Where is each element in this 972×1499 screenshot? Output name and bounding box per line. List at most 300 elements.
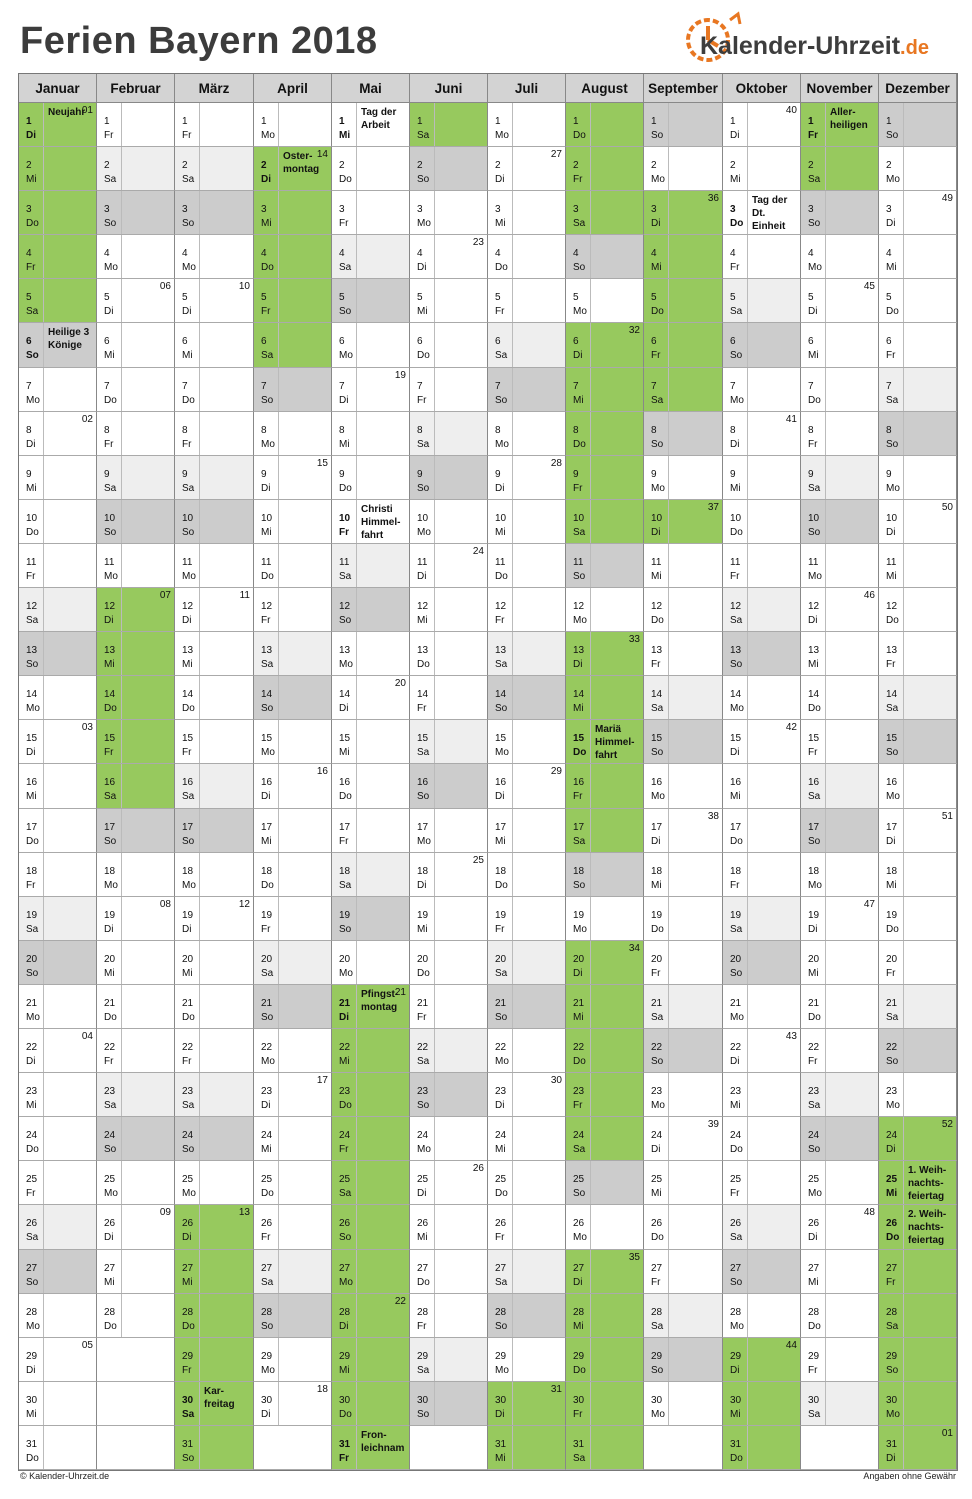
- day-label: [332, 235, 357, 278]
- day-label: [332, 1250, 357, 1293]
- weekday-abbr: So: [339, 306, 352, 317]
- day-cell: [801, 764, 879, 809]
- day-label: [175, 764, 200, 808]
- day-number: 14: [886, 689, 898, 700]
- day-cell: [566, 1161, 644, 1205]
- day-number: 14: [417, 689, 429, 700]
- day-note-area: [826, 764, 878, 808]
- day-number: 12: [417, 601, 429, 612]
- day-label: [254, 1294, 279, 1337]
- day-label: [644, 764, 669, 808]
- day-cell: [254, 323, 332, 368]
- day-number: 14: [495, 689, 507, 700]
- day-label: [879, 544, 904, 587]
- weekday-abbr: Sa: [495, 659, 508, 670]
- weekday-abbr: Sa: [573, 527, 586, 538]
- day-label: [566, 632, 591, 675]
- day-note-area: [44, 1205, 96, 1249]
- day-note-area: [591, 368, 643, 411]
- day-label: [488, 632, 513, 675]
- day-cell: [97, 1294, 175, 1338]
- day-cell: [332, 1338, 410, 1382]
- day-cell: [254, 1250, 332, 1294]
- day-note-area: [826, 985, 878, 1028]
- weekday-abbr: Fr: [261, 1232, 271, 1243]
- day-label: [879, 1073, 904, 1116]
- weekday-abbr: Fr: [26, 571, 36, 582]
- day-cell: [410, 544, 488, 588]
- day-label: [410, 279, 435, 322]
- day-cell: [175, 632, 254, 676]
- day-cell: [723, 941, 801, 985]
- day-cell: [801, 1338, 879, 1382]
- day-number: 21: [417, 998, 429, 1009]
- weekday-abbr: So: [261, 1012, 274, 1023]
- day-label: [644, 500, 669, 543]
- weekday-abbr: Sa: [182, 791, 195, 802]
- month-header: März: [175, 74, 254, 103]
- day-number: 21: [495, 998, 507, 1009]
- weekday-abbr: Fr: [182, 439, 192, 450]
- day-note-area: [357, 191, 409, 234]
- day-note-area: [200, 941, 253, 984]
- day-label: [566, 235, 591, 278]
- weekday-abbr: Mi: [495, 1144, 506, 1155]
- day-number: 15: [26, 733, 38, 744]
- week-number: 03: [81, 722, 93, 733]
- weekday-abbr: Mo: [495, 1056, 509, 1067]
- day-note-area: [591, 147, 643, 190]
- day-number: 20: [182, 954, 194, 965]
- day-label: [488, 676, 513, 719]
- day-label: [801, 323, 826, 367]
- weekday-abbr: Di: [573, 968, 583, 979]
- day-number: 31: [26, 1439, 38, 1450]
- weekday-abbr: Sa: [651, 395, 664, 406]
- day-number: 18: [182, 866, 194, 877]
- day-cell: [644, 1250, 723, 1294]
- day-label: [19, 279, 44, 322]
- day-cell: [254, 809, 332, 853]
- day-cell: [175, 1294, 254, 1338]
- day-cell: [97, 500, 175, 544]
- day-cell: [488, 1338, 566, 1382]
- day-label: [723, 1161, 748, 1204]
- day-note-area: [513, 1338, 565, 1381]
- weekday-abbr: Sa: [104, 791, 117, 802]
- day-cell: [723, 1029, 801, 1073]
- day-note-area: [435, 1338, 487, 1381]
- day-cell: [879, 1338, 957, 1382]
- day-note-area: [200, 720, 253, 763]
- day-note-area: [435, 1205, 487, 1249]
- day-cell: [723, 235, 801, 279]
- day-number: 27: [417, 1263, 429, 1274]
- weekday-abbr: Di: [495, 483, 505, 494]
- day-number: 29: [182, 1351, 194, 1362]
- weekday-abbr: Fr: [808, 747, 818, 758]
- day-number: 4: [730, 248, 736, 259]
- weekday-abbr: Do: [573, 747, 587, 758]
- day-note-area: [513, 632, 565, 675]
- day-number: 16: [104, 777, 116, 788]
- day-number: 26: [886, 1218, 898, 1229]
- day-note-area: [357, 1161, 409, 1204]
- day-note-area: [826, 456, 878, 499]
- day-note-area: [669, 103, 722, 146]
- day-cell: [254, 235, 332, 279]
- day-label: [410, 544, 435, 587]
- day-label: [254, 103, 279, 146]
- weekday-abbr: Do: [730, 1144, 743, 1155]
- weekday-abbr: Do: [261, 262, 274, 273]
- weekday-abbr: Do: [730, 218, 744, 229]
- day-label: [410, 1205, 435, 1249]
- day-label: [723, 1029, 748, 1072]
- day-note-area: [591, 1073, 643, 1116]
- day-label: [488, 456, 513, 499]
- weekday-abbr: Di: [495, 791, 505, 802]
- day-cell: [332, 235, 410, 279]
- weekday-abbr: Mo: [261, 747, 275, 758]
- week-number: 38: [707, 811, 719, 822]
- weekday-abbr: Di: [730, 747, 740, 758]
- day-note-area: [591, 853, 643, 896]
- day-number: 29: [417, 1351, 429, 1362]
- day-label: [723, 764, 748, 808]
- day-cell: [97, 279, 175, 323]
- weekday-abbr: Mo: [886, 174, 900, 185]
- day-label: [332, 1338, 357, 1381]
- holiday-label: Mariä Himmel-fahrt: [595, 724, 635, 761]
- holiday-label: Neujahr: [48, 107, 86, 118]
- day-number: 13: [104, 645, 116, 656]
- day-note-area: [357, 853, 409, 896]
- day-label: [175, 235, 200, 278]
- weekday-abbr: Di: [26, 1056, 36, 1067]
- weekday-abbr: Do: [495, 262, 508, 273]
- day-note-area: [435, 323, 487, 367]
- day-number: 23: [886, 1086, 898, 1097]
- day-note-area: [826, 1029, 878, 1072]
- weekday-abbr: Di: [730, 1365, 740, 1376]
- day-number: 11: [730, 557, 741, 568]
- weekday-abbr: Mi: [573, 1012, 584, 1023]
- day-cell: [332, 720, 410, 764]
- day-number: 10: [808, 513, 820, 524]
- day-cell: [566, 191, 644, 235]
- day-number: 5: [417, 292, 423, 303]
- day-cell: [175, 941, 254, 985]
- day-cell: [801, 809, 879, 853]
- day-cell: [566, 676, 644, 720]
- day-number: 5: [495, 292, 501, 303]
- weekday-abbr: Mo: [808, 880, 822, 891]
- weekday-abbr: Do: [651, 1232, 664, 1243]
- day-note-area: [435, 897, 487, 940]
- day-number: 9: [808, 469, 814, 480]
- day-label: [644, 985, 669, 1028]
- day-label: [332, 103, 357, 146]
- day-number: 28: [104, 1307, 116, 1318]
- day-cell: [644, 764, 723, 809]
- day-label: [488, 809, 513, 852]
- weekday-abbr: Mo: [417, 527, 431, 538]
- day-number: 11: [651, 557, 662, 568]
- day-number: 4: [104, 248, 110, 259]
- weekday-abbr: So: [730, 350, 743, 361]
- day-number: 20: [261, 954, 273, 965]
- day-number: 6: [182, 336, 188, 347]
- day-cell: [879, 897, 957, 941]
- day-number: 25: [886, 1174, 898, 1185]
- weekday-abbr: Mi: [339, 747, 350, 758]
- day-label: [879, 1382, 904, 1425]
- weekday-abbr: Di: [261, 791, 271, 802]
- day-note-area: [904, 1382, 956, 1425]
- day-number: 7: [730, 381, 736, 392]
- day-label: [175, 1250, 200, 1293]
- day-label: [644, 191, 669, 234]
- day-label: [254, 147, 279, 190]
- day-cell: [723, 147, 801, 191]
- day-number: 8: [261, 425, 267, 436]
- day-number: 21: [730, 998, 742, 1009]
- day-number: 3: [730, 204, 736, 215]
- weekday-abbr: Mi: [651, 262, 662, 273]
- day-label: [97, 632, 122, 675]
- day-cell: [19, 676, 97, 720]
- day-note-area: [669, 147, 722, 190]
- weekday-abbr: Fr: [261, 615, 271, 626]
- day-label: [879, 412, 904, 455]
- day-note-area: [591, 897, 643, 940]
- weekday-abbr: Mo: [182, 571, 196, 582]
- day-label: [723, 147, 748, 190]
- day-number: 1: [417, 116, 423, 127]
- day-cell: [175, 191, 254, 235]
- day-cell: [879, 191, 957, 235]
- day-number: 28: [261, 1307, 273, 1318]
- day-label: [566, 191, 591, 234]
- day-cell: [566, 720, 644, 764]
- day-cell: [97, 764, 175, 809]
- day-note-area: [748, 588, 800, 631]
- weekday-abbr: Do: [730, 1453, 743, 1464]
- weekday-abbr: Fr: [417, 395, 427, 406]
- weekday-abbr: Mo: [573, 615, 587, 626]
- day-cell: [19, 897, 97, 941]
- day-note-area: [357, 1250, 409, 1293]
- weekday-abbr: Mo: [730, 1012, 744, 1023]
- day-label: [97, 588, 122, 631]
- day-note-area: [748, 279, 800, 322]
- week-number: 27: [550, 149, 562, 160]
- day-number: 12: [26, 601, 38, 612]
- day-note-area: [826, 941, 878, 984]
- day-cell: [801, 985, 879, 1029]
- day-note-area: [357, 764, 409, 808]
- day-note-area: [513, 1294, 565, 1337]
- day-note-area: [826, 1382, 878, 1425]
- day-label: [879, 147, 904, 190]
- day-number: 1: [339, 116, 345, 127]
- day-cell: [175, 279, 254, 323]
- day-number: 19: [182, 910, 194, 921]
- day-number: 20: [651, 954, 663, 965]
- day-cell: [175, 853, 254, 897]
- day-note-area: [513, 500, 565, 543]
- day-number: 14: [261, 689, 273, 700]
- day-number: 20: [808, 954, 820, 965]
- day-note-area: [200, 853, 253, 896]
- day-cell: [488, 1029, 566, 1073]
- day-note-area: [200, 809, 253, 852]
- day-note-area: [200, 235, 253, 278]
- day-cell: [488, 897, 566, 941]
- day-label: [566, 720, 591, 763]
- day-note-area: [435, 588, 487, 631]
- weekday-abbr: So: [651, 1056, 664, 1067]
- weekday-abbr: Mo: [261, 130, 275, 141]
- day-number: 5: [339, 292, 345, 303]
- day-note-area: [357, 1029, 409, 1072]
- weekday-abbr: Mi: [651, 1188, 662, 1199]
- weekday-abbr: Mi: [886, 571, 897, 582]
- day-cell: [488, 720, 566, 764]
- day-cell: [566, 323, 644, 368]
- day-number: 14: [573, 689, 585, 700]
- day-number: 20: [730, 954, 742, 965]
- day-number: 7: [495, 381, 501, 392]
- day-cell: [644, 323, 723, 368]
- week-number: 28: [550, 458, 562, 469]
- day-label: [254, 720, 279, 763]
- weekday-abbr: Do: [808, 703, 821, 714]
- day-note-area: [826, 809, 878, 852]
- day-label: [410, 1029, 435, 1072]
- weekday-abbr: Mo: [886, 1409, 900, 1420]
- day-note-area: [279, 985, 331, 1028]
- day-label: [801, 544, 826, 587]
- day-note-area: [513, 235, 565, 278]
- day-number: 24: [651, 1130, 663, 1141]
- day-cell: [879, 1117, 957, 1161]
- day-number: 24: [417, 1130, 429, 1141]
- day-number: 8: [886, 425, 892, 436]
- day-number: 18: [339, 866, 351, 877]
- week-number: 51: [941, 811, 953, 822]
- day-note-area: [44, 500, 96, 543]
- day-cell: [410, 1382, 488, 1426]
- weekday-abbr: Fr: [886, 659, 896, 670]
- day-number: 15: [730, 733, 742, 744]
- day-note-area: [122, 456, 174, 499]
- week-number: 47: [863, 899, 875, 910]
- day-label: [97, 235, 122, 278]
- day-cell: [97, 103, 175, 147]
- day-label: [801, 853, 826, 896]
- week-number: 14: [316, 149, 328, 160]
- day-note-area: [669, 588, 722, 631]
- day-label: [175, 632, 200, 675]
- day-number: 6: [495, 336, 501, 347]
- week-number: 11: [239, 590, 250, 601]
- day-number: 9: [651, 469, 657, 480]
- weekday-abbr: Mi: [26, 174, 37, 185]
- day-number: 19: [495, 910, 507, 921]
- weekday-abbr: Mi: [26, 483, 37, 494]
- day-number: 30: [730, 1395, 742, 1406]
- day-cell: [801, 500, 879, 544]
- day-cell: [410, 853, 488, 897]
- day-label: [175, 985, 200, 1028]
- day-note-area: [200, 764, 253, 808]
- day-label: [97, 1250, 122, 1293]
- weekday-abbr: Sa: [573, 218, 586, 229]
- day-cell: [488, 676, 566, 720]
- day-note-area: [513, 412, 565, 455]
- day-number: 30: [339, 1395, 351, 1406]
- week-number: 19: [394, 370, 406, 381]
- day-cell: [488, 1426, 566, 1470]
- day-cell: [254, 764, 332, 809]
- day-number: 3: [651, 204, 657, 215]
- day-cell: [566, 897, 644, 941]
- weekday-abbr: Fr: [573, 174, 583, 185]
- weekday-abbr: Di: [417, 1188, 427, 1199]
- day-cell: [410, 1029, 488, 1073]
- day-label: [254, 1382, 279, 1425]
- day-number: 1: [730, 116, 736, 127]
- day-cell: [879, 544, 957, 588]
- weekday-abbr: Sa: [651, 1321, 664, 1332]
- day-note-area: [904, 456, 956, 499]
- day-number: 5: [26, 292, 32, 303]
- day-note-area: [44, 191, 96, 234]
- day-label: [801, 1073, 826, 1116]
- weekday-abbr: Mo: [417, 1144, 431, 1155]
- day-number: 28: [417, 1307, 429, 1318]
- day-label: [19, 147, 44, 190]
- day-note-area: [200, 323, 253, 367]
- day-label: [19, 809, 44, 852]
- weekday-abbr: Sa: [730, 1232, 743, 1243]
- day-label: [801, 412, 826, 455]
- day-number: 4: [26, 248, 32, 259]
- weekday-abbr: Sa: [182, 1409, 195, 1420]
- day-note-area: [904, 632, 956, 675]
- day-note-area: [122, 676, 174, 719]
- day-number: 30: [808, 1395, 820, 1406]
- day-note-area: [513, 191, 565, 234]
- day-number: 14: [808, 689, 820, 700]
- day-note-area: [279, 720, 331, 763]
- week-number: 33: [628, 634, 640, 645]
- day-note-area: [279, 853, 331, 896]
- day-cell: [644, 147, 723, 191]
- day-cell: [175, 720, 254, 764]
- day-label: [254, 1029, 279, 1072]
- day-label: [801, 720, 826, 763]
- day-note-area: [904, 1073, 956, 1116]
- day-label: [879, 853, 904, 896]
- day-note-area: [591, 456, 643, 499]
- day-label: [644, 1294, 669, 1337]
- day-label: [410, 412, 435, 455]
- day-cell: [879, 1029, 957, 1073]
- day-label: [410, 897, 435, 940]
